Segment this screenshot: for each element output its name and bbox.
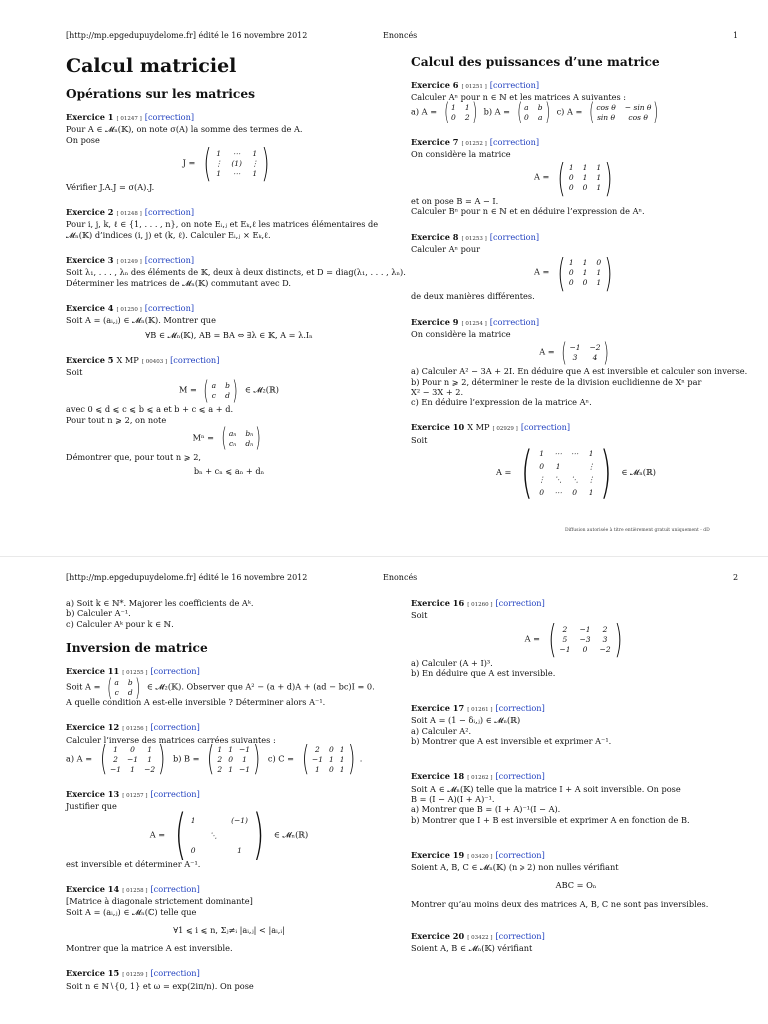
exercise-11-correction-link[interactable]: [correction] <box>150 665 200 676</box>
exercise-2-correction-link[interactable]: [correction] <box>144 207 195 218</box>
exercise-8-correction-link[interactable]: [correction] <box>489 231 540 242</box>
exercise-14-heading: Exercice 14 <box>66 883 120 894</box>
exercise-11 <box>66 666 392 708</box>
exercise-17-text: b) Montrer que A est inversible et exprimer A⁻¹. <box>411 736 612 747</box>
page-1-header-url: [http://mp.epgedupuydelome.fr] édité le 16 novembre 2012 <box>66 31 308 40</box>
exercise-16-text: a) Calculer (A + I)³. <box>411 657 493 668</box>
matrix-16: ( 2 −1 2 5 −3 3 −1 0 −2 ) <box>547 616 623 661</box>
exercise-9 <box>411 316 748 408</box>
exercise-12-correction-link[interactable]: [correction] <box>150 722 200 733</box>
section-title-powers: Calcul des puissances d’une matrice <box>411 55 660 69</box>
exercise-1-equation: J = ( 1 ⋯ 1 ⋮ (1) ⋮ 1 ⋯ 1 ) <box>66 149 392 178</box>
exercise-6-matrices: a) A = ( 1 1 0 2 ) b) A = ( a b 0 a ) c) A = ( cos θ − sin θ sin θ cos θ ) <box>411 103 741 122</box>
exercise-14 <box>66 884 392 953</box>
page-2 <box>0 557 768 1024</box>
exercise-8-equation: A = ( 1 1 0 0 1 1 0 0 1 ) <box>411 258 741 287</box>
exercise-16-heading: Exercice 16 <box>411 598 465 608</box>
exercise-5-correction-link[interactable]: [correction] <box>170 354 220 365</box>
exercise-4-heading: Exercice 4 <box>66 302 114 313</box>
exercise-1-ref: [ 01247 ] <box>116 116 142 122</box>
exercise-5-tag: X MP <box>116 354 139 365</box>
exercise-3-text: Déterminer les matrices de 𝓜ₙ(𝕂) commutant avec D. <box>66 277 292 288</box>
exercise-13 <box>66 789 392 869</box>
exercise-7 <box>411 137 741 217</box>
exercise-2-ref: [ 01248 ] <box>116 211 142 218</box>
exercise-16-equation: A = ( 2 −1 2 5 −3 3 −1 0 −2 ) <box>411 625 741 654</box>
exercise-20 <box>411 931 741 954</box>
exercise-11-question: A quelle condition A est-elle inversible ? Déterminer alors A⁻¹. <box>66 697 326 708</box>
exercise-5-equation-m: M = ( a b c d ) ∈ 𝓜₂(ℝ) <box>179 375 279 406</box>
exercise-15-correction-link[interactable]: [correction] <box>150 968 200 979</box>
exercise-1-text: Pour A ∈ 𝓜ₙ(𝕂), on note σ(A) la somme des termes de A. <box>66 124 303 135</box>
exercise-14-condition: ∀1 ⩽ i ⩽ n, Σⱼ≠ᵢ |aᵢ,ⱼ| < |aᵢ,ᵢ| <box>173 924 285 935</box>
exercise-8 <box>411 232 741 302</box>
exercise-14-correction-link[interactable]: [correction] <box>150 883 200 894</box>
matrix-7: ( 1 1 1 0 1 1 0 0 1 ) <box>557 155 613 200</box>
matrix-6c: ( cos θ − sin θ sin θ cos θ ) <box>589 97 659 126</box>
exercise-14-text: [Matrice à diagonale strictement dominante] <box>66 896 253 907</box>
exercise-9-text: c) En déduire l’expression de la matrice Aⁿ. <box>411 397 592 408</box>
exercise-15-text: Soit n ∈ ℕ∖{0, 1} et ω = exp(2iπ/n). On pose <box>66 980 254 991</box>
exercise-9-text: X² − 3X + 2. <box>411 386 464 397</box>
exercise-5-ref: [ 00403 ] <box>141 358 168 365</box>
exercise-3-text: Soit λ₁, . . . , λₙ des éléments de 𝕂, deux à deux distincts, et D = diag(λ₁, . . . , λₙ). <box>66 267 406 278</box>
exercise-11-text: Soit A = ( a b c d ) ∈ 𝓜₂(𝕂). Observer que A² − (a + d)A + (ad − bc)I = 0. <box>66 673 375 702</box>
exercise-1-heading: Exercice 1 <box>66 112 114 122</box>
exercise-19-correction-link[interactable]: [correction] <box>495 849 545 860</box>
exercise-19-text: Soient A, B, C ∈ 𝓜ₙ(𝕂) (n ⩾ 2) non nulles vérifiant <box>411 862 619 873</box>
exercise-8-ref: [ 01253 ] <box>461 235 487 242</box>
exercise-17-correction-link[interactable]: [correction] <box>495 703 545 714</box>
exercise-2-heading: Exercice 2 <box>66 207 114 218</box>
exercise-6 <box>411 80 741 126</box>
document-title: Calcul matriciel <box>66 55 237 77</box>
exercise-8-text: Calculer Aⁿ pour <box>411 244 481 255</box>
exercise-9-text: On considère la matrice <box>411 328 511 339</box>
matrix-12b: ( 1 1 −1 2 0 1 2 1 −1 ) <box>207 739 261 780</box>
exercise-16-text: Soit <box>411 610 428 621</box>
exercise-2-text: Pour i, j, k, ℓ ∈ {1, . . . , n}, on note Eᵢ,ⱼ et Eₖ,ℓ les matrices élémentaires de <box>66 219 379 230</box>
exercise-1-correction-link[interactable]: [correction] <box>144 112 195 122</box>
matrix-10: ( 1 ⋯ ⋯ 1 0 1 ⋮ ⋮ ⋱ ⋱ ⋮ 0 ⋯ 0 1 ) <box>520 439 612 505</box>
exercise-12-matrices: a) A = ( 1 0 1 2 −1 1 −1 1 −2 ) b) B = ( 1 1 −1 2 0 1 2 1 −1 ) c) C = ( 2 0 1 −1 1 1 1 0 1 ) . <box>66 739 363 780</box>
exercise-18-correction-link[interactable]: [correction] <box>495 771 545 782</box>
exercise-8-heading: Exercice 8 <box>411 231 459 242</box>
exercise-19-text: Montrer qu’au moins deux des matrices A, B, C ne sont pas inversibles. <box>411 898 709 909</box>
page-2-left-column <box>66 598 392 1006</box>
exercise-13-heading: Exercice 13 <box>66 789 120 800</box>
exercise-7-text: et on pose B = A − I. <box>411 196 499 207</box>
exercise-6-text: Calculer Aⁿ pour n ∈ ℕ et les matrices A suivantes : <box>411 92 627 103</box>
matrix-6a: ( 1 1 0 2 ) <box>443 97 477 126</box>
page-2-right-column <box>411 598 741 969</box>
exercise-10 <box>411 422 741 505</box>
page-1-number: 1 <box>733 31 739 40</box>
exercise-17-ref: [ 01261 ] <box>467 707 493 714</box>
page-1-right-column <box>411 52 748 512</box>
exercise-3-ref: [ 01249 ] <box>116 259 142 266</box>
exercise-15 <box>66 968 392 991</box>
exercise-15-heading: Exercice 15 <box>66 968 120 979</box>
exercise-5-equation-mn: Mⁿ = ( aₙ bₙ cₙ dₙ ) <box>66 429 392 448</box>
exercise-10-ref: [ 02929 ] <box>492 426 518 433</box>
exercise-10-heading: Exercice 10 <box>411 422 465 433</box>
matrix-6b: ( a b 0 a ) <box>516 97 550 126</box>
matrix-13: ( 1 (−1) ⋱ 0 1 ) <box>174 803 265 867</box>
exercise-18-text: a) Montrer que B = (I + A)⁻¹(I − A). <box>411 804 561 815</box>
exercise-3-correction-link[interactable]: [correction] <box>144 255 195 266</box>
exercise-10-tag: X MP <box>467 422 490 433</box>
exercise-14-text: Soit A = (aᵢ,ⱼ) ∈ 𝓜ₙ(ℂ) telle que <box>66 906 197 917</box>
matrix-12a: ( 1 0 1 2 −1 1 −1 1 −2 ) <box>99 739 166 780</box>
exercise-16-text: b) En déduire que A est inversible. <box>411 667 556 678</box>
exercise-5-text: Démontrer que, pour tout n ⩾ 2, <box>66 452 202 463</box>
exercise-12-heading: Exercice 12 <box>66 722 120 733</box>
exercise-4 <box>66 303 392 340</box>
exercise-18-text: b) Montrer que I + B est inversible et exprimer A en fonction de B. <box>411 814 690 825</box>
exercise-9-correction-link[interactable]: [correction] <box>489 316 540 327</box>
exercise-19-ref: [ 03420 ] <box>467 853 493 860</box>
exercise-15-ref: [ 01259 ] <box>122 972 148 979</box>
exercise-18-heading: Exercice 18 <box>411 771 465 782</box>
exercise-1-question: Vérifier J.A.J = σ(A).J. <box>66 181 155 192</box>
exercise-3 <box>66 255 406 288</box>
exercise-19-heading: Exercice 19 <box>411 849 465 860</box>
exercise-10-continued: a) Soit k ∈ ℕ*. Majorer les coefficients de Aᵏ. b) Calculer A⁻¹. c) Calculer Aᵏ pour k ∈ ℕ. <box>66 598 254 629</box>
exercise-12-ref: [ 01256 ] <box>122 726 148 733</box>
exercise-13-text: Justifier que <box>66 801 117 812</box>
exercise-7-heading: Exercice 7 <box>411 136 459 147</box>
exercise-11-heading: Exercice 11 <box>66 665 120 676</box>
exercise-12-text: Calculer l’inverse des matrices carrées suivantes : <box>66 734 276 745</box>
exercise-6-heading: Exercice 6 <box>411 80 459 90</box>
matrix-J: ( 1 ⋯ 1 ⋮ (1) ⋮ 1 ⋯ 1 ) <box>203 141 270 186</box>
exercise-7-correction-link[interactable]: [correction] <box>489 136 540 147</box>
exercise-13-text: est inversible et déterminer A⁻¹. <box>66 858 201 869</box>
exercise-1 <box>66 112 392 192</box>
exercise-7-ref: [ 01252 ] <box>461 140 487 147</box>
exercise-10-equation: A = ( 1 ⋯ ⋯ 1 0 1 ⋮ ⋮ ⋱ ⋱ ⋮ 0 ⋯ 0 1 ) ∈ 𝓜ₙ(ℝ) <box>496 439 656 505</box>
matrix-8: ( 1 1 0 0 1 1 0 0 1 ) <box>557 250 613 295</box>
exercise-4-correction-link[interactable]: [correction] <box>144 302 195 313</box>
matrix-12c: ( 2 0 1 −1 1 1 1 0 1 ) <box>301 739 355 780</box>
exercise-6-correction-link[interactable]: [correction] <box>489 80 540 90</box>
exercise-3-heading: Exercice 3 <box>66 255 114 266</box>
exercise-19 <box>411 850 741 909</box>
exercise-5-text: Soit <box>66 367 83 378</box>
exercise-16 <box>411 598 741 678</box>
exercise-18-text: B = (I − A)(I + A)⁻¹. <box>411 793 495 804</box>
page-2-header-url: [http://mp.epgedupuydelome.fr] édité le 16 novembre 2012 <box>66 573 308 582</box>
exercise-20-heading: Exercice 20 <box>411 931 465 942</box>
exercise-14-text: Montrer que la matrice A est inversible. <box>66 943 233 954</box>
exercise-5-heading: Exercice 5 <box>66 354 114 365</box>
exercise-8-text: de deux manières différentes. <box>411 291 535 302</box>
exercise-5 <box>66 355 392 477</box>
exercise-9-ref: [ 01254 ] <box>461 320 487 327</box>
exercise-7-text: Calculer Bⁿ pour n ∈ ℕ et en déduire l’expression de Aⁿ. <box>411 206 645 217</box>
exercise-1-text: On pose <box>66 134 100 145</box>
exercise-16-correction-link[interactable]: [correction] <box>495 598 545 608</box>
exercise-17 <box>411 703 741 746</box>
exercise-12 <box>66 722 392 780</box>
exercise-14-ref: [ 01258 ] <box>122 887 148 894</box>
exercise-18 <box>411 771 741 824</box>
exercise-5-text: avec 0 ⩽ d ⩽ c ⩽ b ⩽ a et b + c ⩽ a + d. <box>66 404 234 415</box>
page-2-number: 2 <box>733 573 739 582</box>
exercise-18-text: Soit A ∈ 𝓜ₙ(𝕂) telle que la matrice I + A soit inversible. On pose <box>411 783 681 794</box>
exercise-4-text: Soit A = (aᵢ,ⱼ) ∈ 𝓜ₙ(𝕂). Montrer que <box>66 315 216 326</box>
page-2-header-section: Enoncés <box>383 573 418 582</box>
exercise-17-text: a) Calculer A². <box>411 725 472 736</box>
exercise-2 <box>66 207 392 240</box>
section-title-inversion: Inversion de matrice <box>66 640 208 655</box>
exercise-4-ref: [ 01250 ] <box>116 306 142 313</box>
exercise-17-heading: Exercice 17 <box>411 703 465 714</box>
exercise-9-text: a) Calculer A² − 3A + 2I. En déduire que A est inversible et calculer son inverse. <box>411 366 748 377</box>
exercise-19-equation: ABC = Oₙ <box>555 880 597 891</box>
exercise-7-equation: A = ( 1 1 1 0 1 1 0 0 1 ) <box>411 163 741 192</box>
page-1-left-column <box>66 52 406 492</box>
section-title-operations: Opérations sur les matrices <box>66 87 255 101</box>
exercise-16-ref: [ 01260 ] <box>467 602 493 608</box>
exercise-7-text: On considère la matrice <box>411 148 511 159</box>
page-1-footer: Diffusion autorisée à titre entièrement gratuit uniquement - dD <box>565 528 710 533</box>
exercise-20-ref: [ 03422 ] <box>467 935 493 942</box>
exercise-10-text: Soit <box>411 434 428 445</box>
exercise-17-text: Soit A = (1 − δᵢ,ⱼ) ∈ 𝓜ₙ(ℝ) <box>411 715 521 726</box>
exercise-13-correction-link[interactable]: [correction] <box>150 789 200 800</box>
matrix-M: ( a b c d ) <box>203 375 238 406</box>
exercise-13-equation: A = ( 1 (−1) ⋱ 0 1 ) ∈ 𝓜ₙ(ℝ) <box>149 803 309 867</box>
exercise-6-ref: [ 01251 ] <box>461 84 487 90</box>
page-1-header-section: Enoncés <box>383 31 418 40</box>
exercise-13-ref: [ 01257 ] <box>122 793 148 800</box>
exercise-18-ref: [ 01262 ] <box>467 775 493 782</box>
exercise-5-text: Pour tout n ⩾ 2, on note <box>66 414 167 425</box>
exercise-11-ref: [ 01255 ] <box>122 669 148 676</box>
exercise-5-inequality: bₙ + cₙ ⩽ aₙ + dₙ <box>193 466 265 477</box>
matrix-M-power-n: ( aₙ bₙ cₙ dₙ ) <box>220 423 262 454</box>
exercise-9-heading: Exercice 9 <box>411 316 459 327</box>
exercise-20-text: Soient A, B ∈ 𝓜ₙ(𝕂) vérifiant <box>411 943 533 954</box>
exercise-4-equation: ∀B ∈ 𝓜ₙ(𝕂), AB = BA ⇔ ∃λ ∈ 𝕂, A = λ.Iₙ <box>145 329 313 340</box>
matrix-11: ( a b c d ) <box>107 673 140 702</box>
exercise-20-correction-link[interactable]: [correction] <box>495 931 545 942</box>
exercise-9-text: b) Pour n ⩾ 2, déterminer le reste de la division euclidienne de Xⁿ par <box>411 376 702 387</box>
exercise-9-equation: A = ( −1 −2 3 4 ) <box>411 343 741 362</box>
exercise-2-text: 𝓜ₙ(𝕂) d’indices (i, j) et (k, ℓ). Calculer Eᵢ,ⱼ × Eₖ,ℓ. <box>66 229 271 240</box>
matrix-9: ( −1 −2 3 4 ) <box>561 337 609 368</box>
exercise-10-correction-link[interactable]: [correction] <box>520 422 571 433</box>
